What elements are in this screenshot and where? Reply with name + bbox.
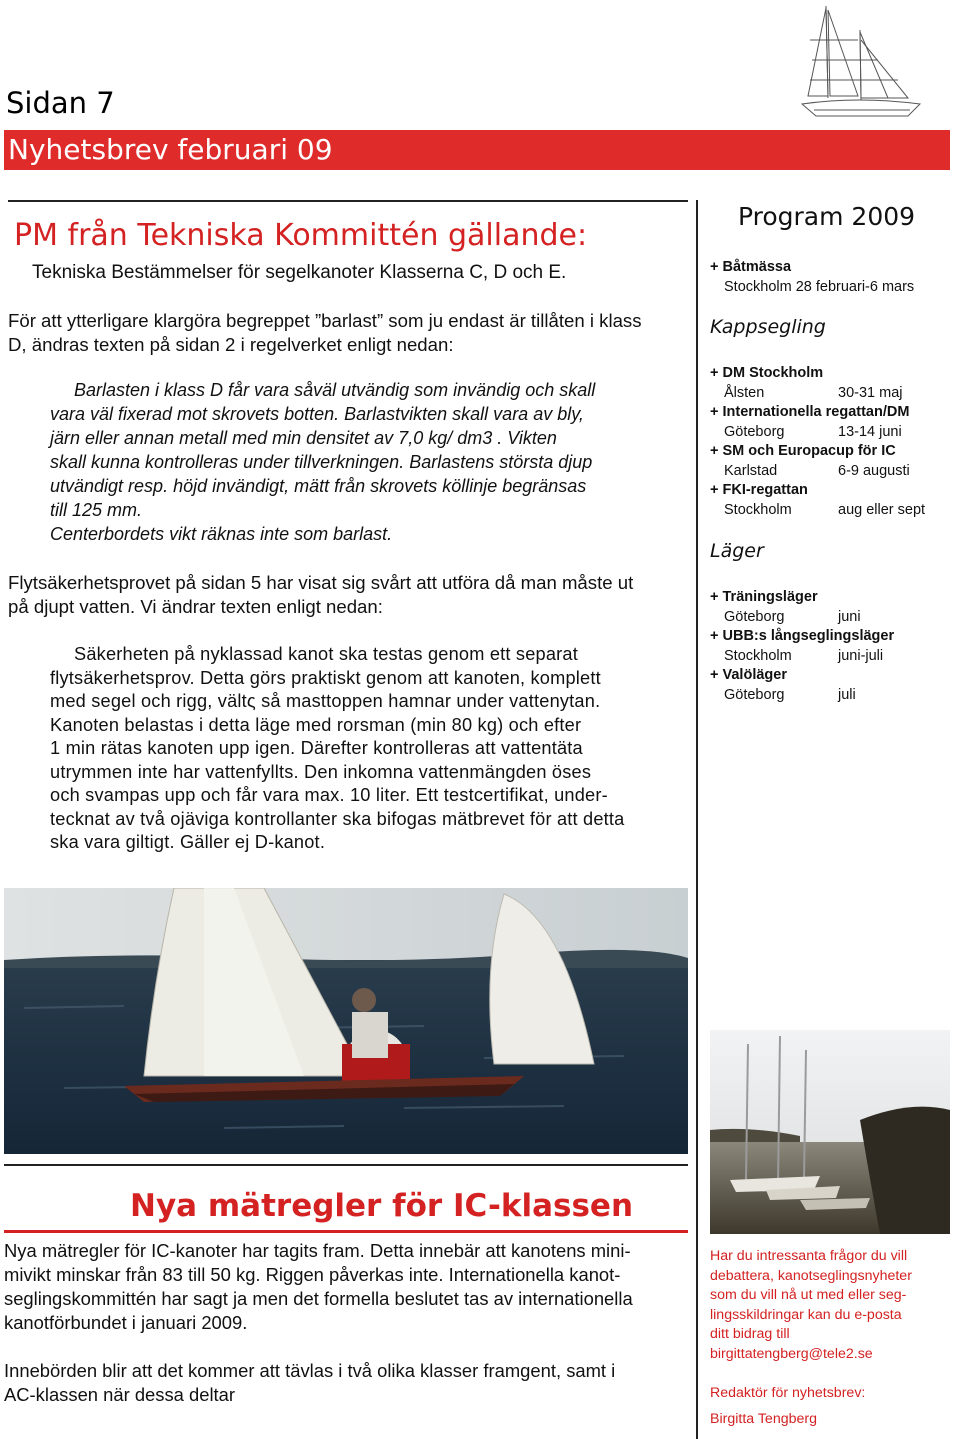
divider-top [8, 200, 688, 202]
nya-underline [4, 1230, 688, 1233]
text-line: ska vara giltigt. Gäller ej D-kanot. [50, 832, 326, 852]
camp-date: juni [838, 608, 861, 625]
list-item [710, 364, 955, 403]
race-list [710, 364, 955, 520]
lager-heading: Läger [710, 540, 764, 562]
harbor-boats-photo [710, 1030, 950, 1234]
sailboat-logo [798, 0, 928, 124]
text-line: seglingskommittén har sagt ja men det formella beslutet tas av internationella [4, 1288, 633, 1309]
race-date: 30-31 maj [838, 384, 903, 401]
camp-place: Göteborg [724, 608, 785, 625]
text-line: flytsäkerhetsprov. Detta görs praktiskt genom att kanoten, komplett [50, 667, 601, 688]
pm-title: PM från Tekniska Kommittén gällande: [14, 218, 588, 253]
text-line: mivikt minskar från 83 till 50 kg. Riggen påverkas inte. Internationella kanot- [4, 1264, 621, 1285]
race-name: + SM och Europacup för IC [710, 443, 896, 459]
nya-para2 [4, 1359, 684, 1407]
pm-subtitle: Tekniska Bestämmelser för segelkanoter Klasserna C, D och E. [32, 262, 567, 283]
contact-info [710, 1247, 956, 1364]
sailing-canoe-photo [4, 888, 688, 1154]
text-line: Nya mätregler för IC-kanoter har tagits fram. Detta innebär att kanotens mini- [4, 1240, 631, 1261]
text-line: utrymmen inte har vattenfyllts. Den inkomna vattenmängden öses [50, 761, 592, 782]
race-place: Ålsten [724, 384, 765, 401]
contact-email[interactable]: birgittatengberg@tele2.se [710, 1345, 873, 1362]
pm-quote-barlast [50, 378, 650, 546]
pm-intro [8, 309, 688, 357]
newsletter-banner: Nyhetsbrev februari 09 [4, 130, 950, 170]
batmassa-label: + Båtmässa [710, 259, 792, 275]
list-item [710, 627, 955, 666]
text-line: skall kunna kontrolleras under tillverkningen. Barlastens största djup [50, 452, 593, 472]
race-place: Karlstad [724, 462, 778, 479]
list-item [710, 442, 955, 481]
race-place: Göteborg [724, 423, 785, 440]
list-item [710, 588, 955, 627]
pm-para2 [8, 571, 688, 619]
program-title: Program 2009 [738, 202, 916, 231]
race-date: 13-14 juni [838, 423, 902, 440]
camp-place: Göteborg [724, 686, 785, 703]
text-line: Säkerheten på nyklassad kanot ska testas genom ett separat [74, 644, 578, 664]
text-line: Centerbordets vikt räknas inte som barlast. [50, 524, 393, 544]
page-number: Sidan 7 [6, 86, 115, 120]
text-line: tecknat av två ojäviga kontrollanter ska bifogas mätbrevet för att detta [50, 808, 625, 829]
text-line: AC-klassen när dessa deltar [4, 1384, 236, 1405]
text-line: utvändigt resp. höjd invändigt, mätt från skrovets köllinje begränsas [50, 476, 587, 496]
camp-name: + Valöläger [710, 667, 787, 683]
race-name: + FKI-regattan [710, 482, 808, 498]
nya-para1 [4, 1239, 684, 1335]
list-item [710, 403, 955, 442]
race-date: aug eller sept [838, 501, 926, 518]
race-place: Stockholm [724, 501, 792, 518]
text-line: Barlasten i klass D får vara såväl utvändig som invändig och skall [74, 380, 596, 400]
text-line: vara väl fixerad mot skrovets botten. Barlastvikten skall vara av bly, [50, 404, 584, 424]
camp-name: + Träningsläger [710, 589, 818, 605]
race-name: + DM Stockholm [710, 365, 824, 381]
text-line: som du vill nå ut med eller seg- [710, 1287, 907, 1303]
text-line: Innebörden blir att det kommer att tävlas i två olika klasser framgent, samt i [4, 1360, 616, 1381]
pm-quote-safety [50, 643, 650, 855]
editor-label: Redaktör för nyhetsbrev: [710, 1385, 866, 1401]
camp-date: juli [838, 686, 856, 703]
camp-list [710, 588, 955, 705]
column-divider [696, 200, 698, 1439]
text-line: på djupt vatten. Vi ändrar texten enligt nedan: [8, 596, 383, 617]
text-line: 1 min rätas kanoten upp igen. Därefter kontrolleras att vattentäta [50, 738, 583, 758]
text-line: järn eller annan metall med min densitet av 7,0 kg/ dm3 . Vikten [50, 428, 557, 448]
nya-title: Nya mätregler för IC-klassen [130, 1188, 634, 1224]
race-date: 6-9 augusti [838, 462, 910, 479]
list-item [710, 481, 955, 520]
list-item [710, 666, 955, 705]
text-line: och svampas upp och får vara max. 10 liter. Ett testcertifikat, under- [50, 785, 608, 805]
text-line: ditt bidrag till [710, 1326, 790, 1342]
text-line: Flytsäkerhetsprovet på sidan 5 har visat sig svårt att utföra då man måste ut [8, 572, 634, 593]
text-line: till 125 mm. [50, 500, 143, 520]
text-line: lingsskildringar kan du e-posta [710, 1306, 902, 1323]
text-line: Har du intressanta frågor du vill [710, 1248, 908, 1264]
text-line: debattera, kanotseglingsnyheter [710, 1267, 912, 1284]
batmassa-detail: Stockholm 28 februari-6 mars [724, 278, 915, 295]
divider-mid [4, 1164, 688, 1166]
text-line: kanotförbundet i januari 2009. [4, 1312, 248, 1333]
text-line: med segel och rigg, vältς så masttoppen hamnar under vattenytan. [50, 691, 601, 711]
camp-name: + UBB:s långseglingsläger [710, 628, 895, 644]
program-batmassa [710, 258, 955, 297]
text-line: Kanoten belastas i detta läge med rorsman (min 80 kg) och efter [50, 714, 582, 735]
text-line: D, ändras texten på sidan 2 i regelverket enligt nedan: [8, 334, 454, 355]
kappsegling-heading: Kappsegling [710, 316, 826, 338]
text-line: För att ytterligare klargöra begreppet ”barlast” som ju endast är tillåten i klass [8, 310, 642, 331]
camp-date: juni-juli [838, 647, 884, 664]
race-name: + Internationella regattan/DM [710, 404, 910, 420]
camp-place: Stockholm [724, 647, 792, 664]
editor-name: Birgitta Tengberg [710, 1411, 818, 1427]
